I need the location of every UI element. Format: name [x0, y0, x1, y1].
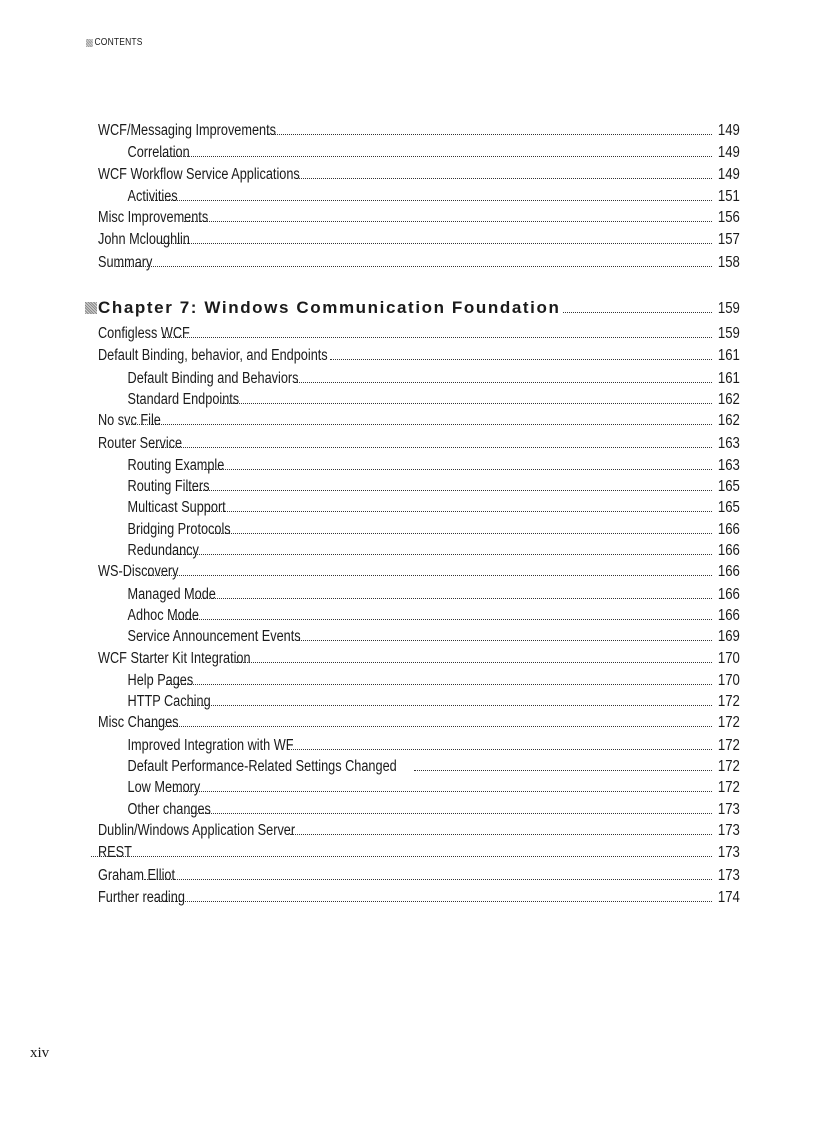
toc-entry-page-number: 162: [718, 390, 740, 408]
toc-entry-title: Default Binding and Behaviors: [127, 369, 299, 387]
toc-entry-title: Activities: [127, 187, 178, 205]
toc-entry-title: Low Memory: [127, 779, 201, 797]
toc-entry[interactable]: [98, 540, 740, 561]
dot-leader: [184, 221, 712, 222]
toc-section-after: [98, 323, 740, 909]
toc-entry-title: WS-Discovery: [98, 563, 179, 581]
toc-entry-title: HTTP Caching: [127, 693, 211, 711]
toc-entry[interactable]: [98, 712, 740, 734]
toc-entry-page-number: 163: [718, 434, 740, 452]
dot-leader: [173, 554, 712, 555]
dot-leader: [144, 879, 713, 880]
toc-entry-page-number: 172: [718, 758, 740, 776]
toc-entry-title: Correlation: [127, 144, 190, 162]
dot-leader: [187, 813, 712, 814]
dot-leader: [297, 640, 712, 641]
toc-entry-title: WCF/Messaging Improvements: [98, 122, 276, 139]
toc-entry-title: Other changes: [127, 800, 211, 818]
toc-section-before: [98, 120, 740, 274]
toc-entry-page-number: 159: [718, 325, 740, 343]
toc-entry-page-number: 166: [718, 542, 740, 560]
dot-leader: [563, 312, 712, 313]
toc-entry-title: Multicast Support: [127, 499, 226, 517]
dot-leader: [187, 705, 712, 706]
dot-leader: [174, 791, 712, 792]
toc-entry-page-number: 165: [718, 478, 740, 496]
toc-entry-page-number: 157: [718, 231, 740, 249]
dot-leader: [91, 856, 712, 857]
toc-entry-title: Further reading: [98, 888, 185, 906]
toc-entry-page-number: 172: [718, 736, 740, 754]
toc-entry-title: Summary: [98, 253, 153, 271]
dot-leader: [173, 619, 712, 620]
toc-entry-page-number: 166: [718, 585, 740, 603]
toc-entry[interactable]: [98, 186, 740, 207]
toc-entry-page-number: 149: [718, 144, 740, 162]
chapter-gap: [98, 274, 740, 293]
toc-entry-page-number: 161: [718, 347, 740, 365]
toc-entry-title: John Mcloughlin: [98, 231, 190, 249]
toc-entry-page-number: 173: [718, 844, 740, 862]
dot-leader: [148, 726, 712, 727]
toc-entry[interactable]: [98, 605, 740, 626]
toc-entry-page-number: 156: [718, 209, 740, 227]
toc-entry-page-number: 149: [718, 122, 740, 139]
toc-entry-page-number: 165: [718, 499, 740, 517]
toc-entry[interactable]: [98, 519, 740, 540]
toc-entry-title: Router Service: [98, 434, 183, 452]
toc-entry-page-number: 173: [718, 821, 740, 839]
toc-entry-title: Misc Changes: [98, 714, 179, 732]
toc-entry[interactable]: [98, 164, 740, 186]
toc-entry-page-number: 158: [718, 253, 740, 271]
toc-entry[interactable]: [98, 865, 740, 887]
toc-entry-title: Default Performance-Related Settings Changed: [127, 758, 397, 776]
chapter-heading[interactable]: [98, 293, 740, 323]
toc-entry[interactable]: [98, 368, 740, 389]
toc-entry-page-number: 170: [718, 649, 740, 667]
toc-entry[interactable]: [98, 887, 740, 909]
dot-leader: [211, 533, 712, 534]
dot-leader: [267, 134, 712, 135]
toc-entry[interactable]: [98, 691, 740, 712]
dot-leader: [222, 403, 712, 404]
dot-leader: [290, 834, 712, 835]
toc-entry-title: Routing Filters: [127, 478, 210, 496]
toc-entry-title: Dublin/Windows Application Server: [98, 821, 296, 839]
toc-entry-page-number: 174: [718, 888, 740, 906]
square-bullet-icon: [86, 39, 93, 47]
toc-entry[interactable]: [98, 777, 740, 798]
toc-entry-page-number: 166: [718, 606, 740, 624]
toc-entry[interactable]: [98, 207, 740, 229]
dot-leader: [330, 359, 712, 360]
dot-leader: [126, 424, 712, 425]
toc-entry[interactable]: [98, 345, 740, 367]
dot-leader: [116, 266, 712, 267]
toc-entry-title: No svc File: [98, 412, 161, 430]
toc-entry-title: Misc Improvements: [98, 209, 209, 227]
toc-entry-title: Standard Endpoints: [127, 390, 240, 408]
toc-entry[interactable]: [98, 120, 740, 142]
toc-entry-page-number: 162: [718, 412, 740, 430]
toc-entry-title: Bridging Protocols: [127, 520, 231, 538]
toc-entry[interactable]: [98, 476, 740, 497]
toc-entry-title: WCF Starter Kit Integration: [98, 649, 251, 667]
running-head-label: CONTENTS: [94, 37, 143, 48]
chapter-page-number: 159: [718, 300, 740, 318]
toc-entry[interactable]: [98, 497, 740, 518]
dot-leader: [296, 178, 712, 179]
toc-entry-page-number: 170: [718, 671, 740, 689]
toc-entry[interactable]: [98, 455, 740, 476]
toc-entry-title: Graham Elliot: [98, 866, 176, 884]
toc-entry[interactable]: [98, 799, 740, 820]
toc-entry[interactable]: [98, 252, 740, 274]
toc-entry-title: Redundancy: [127, 542, 199, 560]
chapter-square-icon: [85, 302, 97, 314]
dot-leader: [147, 200, 712, 201]
dot-leader: [148, 575, 712, 576]
toc-entry-page-number: 172: [718, 693, 740, 711]
toc-entry-title: Configless WCF: [98, 325, 190, 343]
toc-entry-page-number: 151: [718, 187, 740, 205]
dot-leader: [161, 156, 712, 157]
toc-entry-title: Improved Integration with WF: [127, 736, 294, 754]
toc-entry-title: Routing Example: [127, 456, 225, 474]
toc-entry-page-number: 166: [718, 563, 740, 581]
toc-entry[interactable]: [98, 820, 740, 842]
toc-entry[interactable]: [98, 626, 740, 647]
toc-entry[interactable]: [98, 670, 740, 691]
toc-entry-page-number: 163: [718, 456, 740, 474]
toc-entry-page-number: 161: [718, 369, 740, 387]
dot-leader: [152, 447, 712, 448]
chapter-title: Chapter 7: Windows Communication Foundation: [98, 298, 561, 318]
dot-leader: [236, 662, 712, 663]
dot-leader: [193, 598, 712, 599]
toc-entry[interactable]: [98, 389, 740, 410]
toc-entry-title: Adhoc Mode: [127, 606, 199, 624]
toc-entry[interactable]: [98, 842, 740, 864]
toc-entry[interactable]: [98, 142, 740, 163]
toc-entry-page-number: 166: [718, 520, 740, 538]
toc-entry-page-number: 173: [718, 800, 740, 818]
page-folio: xiv: [30, 1045, 50, 1061]
toc-entry[interactable]: [98, 410, 740, 432]
toc-entry-title: REST: [98, 844, 132, 862]
toc-entry-title: Help Pages: [127, 671, 194, 689]
toc-entry-title: Service Announcement Events: [127, 628, 301, 646]
dot-leader: [156, 901, 713, 902]
toc-entry-title: WCF Workflow Service Applications: [98, 165, 300, 183]
dot-leader: [166, 684, 712, 685]
dot-leader: [294, 382, 712, 383]
toc-entry-page-number: 172: [718, 779, 740, 797]
toc-entry[interactable]: [98, 229, 740, 251]
toc-entry-page-number: 173: [718, 866, 740, 884]
toc-entry-page-number: 172: [718, 714, 740, 732]
table-of-contents: [98, 120, 740, 909]
toc-entry[interactable]: [98, 584, 740, 605]
dot-leader: [288, 749, 712, 750]
toc-entry[interactable]: [98, 323, 740, 345]
dot-leader: [186, 490, 713, 491]
toc-entry-page-number: 149: [718, 165, 740, 183]
toc-entry[interactable]: [98, 433, 740, 455]
running-head: [86, 37, 143, 48]
toc-entry[interactable]: [98, 648, 740, 670]
toc-entry-title: Managed Mode: [127, 585, 216, 603]
toc-entry[interactable]: [98, 756, 740, 777]
dot-leader: [204, 469, 712, 470]
toc-entry-title: Default Binding, behavior, and Endpoints: [98, 347, 328, 365]
dot-leader: [414, 770, 712, 771]
dot-leader: [162, 243, 712, 244]
dot-leader: [162, 337, 713, 338]
toc-entry-page-number: 169: [718, 628, 740, 646]
toc-entry[interactable]: [98, 735, 740, 756]
toc-entry[interactable]: [98, 561, 740, 583]
dot-leader: [205, 511, 712, 512]
